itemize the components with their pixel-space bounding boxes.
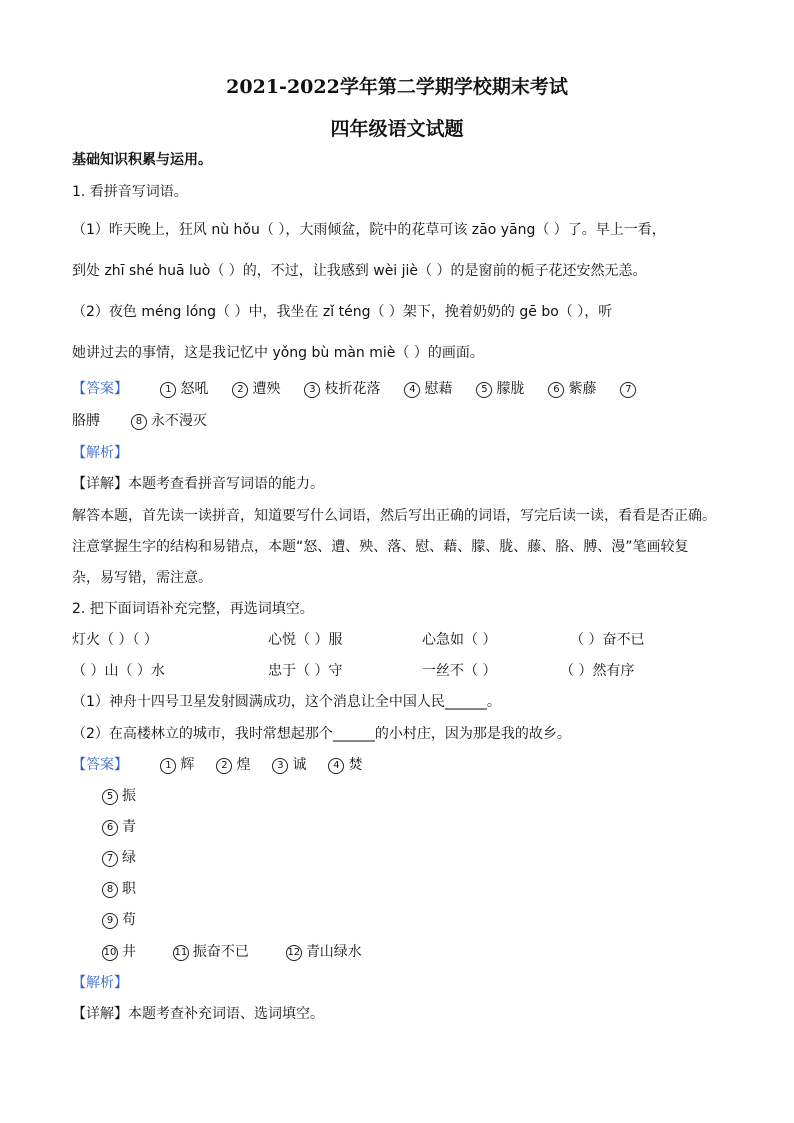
answer-marker: 12: [286, 945, 302, 961]
answer-marker: 6: [102, 820, 118, 836]
answer-marker: 7: [620, 382, 636, 398]
answer-tag: 【答案】: [72, 381, 128, 397]
q2-sentence-2: （2）在高楼林立的城市，我时常想起那个______的小村庄，因为那是我的故乡。: [72, 726, 571, 742]
q2-answer-last: [102, 942, 362, 962]
answer-item: 朦胧: [496, 381, 525, 397]
answer-item: 煌: [236, 757, 251, 773]
q1-stem: 1. 看拼音写词语。: [72, 184, 188, 200]
answer-entry: [476, 381, 524, 397]
q2-stem: 2. 把下面词语补充完整，再选词填空。: [72, 601, 314, 617]
answer-entry: [102, 881, 136, 897]
answer-item: 绿: [122, 850, 136, 866]
answer-item: 职: [122, 881, 136, 897]
answer-item: 怒吼: [180, 381, 209, 397]
answer-entry: [160, 757, 194, 773]
answer-entry: [232, 381, 280, 397]
answer-entry: [328, 757, 362, 773]
q2-word-5: （ ）山（ ）水: [72, 663, 165, 679]
answer-item: 青: [122, 819, 136, 835]
q1-detail: 【详解】本题考查看拼音写词语的能力。: [72, 476, 324, 492]
q2-word-1: 灯火（ ）（ ）: [72, 632, 158, 648]
answer-entry: [304, 381, 380, 397]
answer-item: 苟: [122, 912, 136, 928]
answer-item: 枝折花落: [324, 381, 381, 397]
answer-row: [102, 817, 136, 837]
answer-marker: 1: [160, 382, 176, 398]
answer-marker: 4: [328, 758, 344, 774]
q2-word-7: 一丝不（ ）: [422, 663, 497, 679]
answer-item: 振奋不已: [192, 944, 249, 960]
answer-marker: 3: [272, 758, 288, 774]
q2-word-2: 心悦（ ）服: [268, 632, 343, 648]
answer-item: 遭殃: [252, 381, 281, 397]
answer-row: [102, 786, 136, 806]
q2-word-3: 心急如（ ）: [422, 632, 497, 648]
answer-item: 振: [122, 788, 136, 804]
q1-p2-line2: 她讲过去的事情，这是我记忆中 yǒng bù màn miè（ ）的画面。: [72, 345, 484, 361]
answer-marker: 11: [173, 945, 189, 961]
answer-entry: [102, 850, 136, 866]
answer-item: 紫藤: [568, 381, 597, 397]
answer-row: [102, 879, 136, 899]
answer-entry: [216, 757, 250, 773]
answer-item: 井: [122, 944, 136, 960]
answer-entry: [548, 381, 596, 397]
answer-item: 青山绿水: [305, 944, 362, 960]
answer-marker: 7: [102, 851, 118, 867]
answer-entry: [272, 757, 306, 773]
answer-tag: 【答案】: [72, 757, 128, 773]
answer-marker: 9: [102, 913, 118, 929]
q2-analysis-tag: 【解析】: [72, 975, 128, 991]
answer-item: 诚: [292, 757, 307, 773]
answer-marker: 8: [102, 882, 118, 898]
answer-item: 胳膊: [72, 413, 100, 429]
q1-detail-line1: 解答本题，首先读一读拼音，知道要写什么词语，然后写出正确的词语，写完后读一读，看看是否正确。: [72, 508, 716, 524]
answer-marker: 10: [102, 945, 118, 961]
q1-answer-line2: [72, 411, 207, 431]
answer-marker: 4: [404, 382, 420, 398]
section-heading: 基础知识积累与运用。: [72, 152, 212, 168]
answer-entry: [102, 819, 136, 835]
answer-entry: [404, 381, 452, 397]
answer-marker: 5: [476, 382, 492, 398]
answer-row: [102, 848, 136, 868]
q1-answer-list: [132, 381, 640, 397]
answer-marker: 6: [548, 382, 564, 398]
q1-answer-line: [72, 379, 640, 399]
q1-p2-line1: （2）夜色 méng lóng（ ）中，我坐在 zǐ téng（ ）架下，挽着奶奶的 gē bo（ ），听: [72, 304, 613, 320]
answer-marker: 8: [131, 414, 147, 430]
answer-marker: 3: [304, 382, 320, 398]
answer-entry: [102, 912, 136, 928]
answer-item: 辉: [180, 757, 195, 773]
exam-subtitle: 四年级语文试题: [330, 118, 464, 140]
answer-entry: [620, 381, 640, 397]
q2-word-6: 忠于（ ）守: [268, 663, 343, 679]
answer-entry: [102, 788, 136, 804]
answer-marker: 2: [216, 758, 232, 774]
q2-sentence-1: （1）神舟十四号卫星发射圆满成功，这个消息让全中国人民______。: [72, 694, 501, 710]
q1-detail-line3: 杂，易写错，需注意。: [72, 570, 212, 586]
answer-item: 慰藉: [424, 381, 453, 397]
q2-answer-list: [132, 757, 362, 773]
exam-title: 2021-2022学年第二学期学校期末考试: [226, 76, 568, 98]
q1-p1-line1: （1）昨天晚上，狂风 nù hǒu（ ），大雨倾盆，院中的花草可该 zāo yāng（ ）了。早上一看，: [72, 222, 666, 238]
q2-answer-line: [72, 755, 362, 775]
answer-marker: 5: [102, 789, 118, 805]
answer-entry: [160, 381, 208, 397]
q1-p1-line2: 到处 zhī shé huā luò（ ）的，不过，让我感到 wèi jiè（ ）的是窗前的栀子花还安然无恙。: [72, 263, 647, 279]
q2-detail: 【详解】本题考查补充词语、选词填空。: [72, 1006, 324, 1022]
q2-word-4: （ ）奋不已: [570, 632, 645, 648]
answer-marker: 2: [232, 382, 248, 398]
q2-word-8: （ ）然有序: [560, 663, 635, 679]
answer-item: 永不漫灭: [150, 413, 207, 429]
answer-item: 焚: [348, 757, 363, 773]
q1-detail-line2: 注意掌握生字的结构和易错点，本题“怒、遭、殃、落、慰、藉、朦、胧、藤、胳、膊、漫”笔画较复: [72, 539, 689, 555]
answer-marker: 1: [160, 758, 176, 774]
answer-row: [102, 910, 136, 930]
q1-analysis-tag: 【解析】: [72, 445, 128, 461]
